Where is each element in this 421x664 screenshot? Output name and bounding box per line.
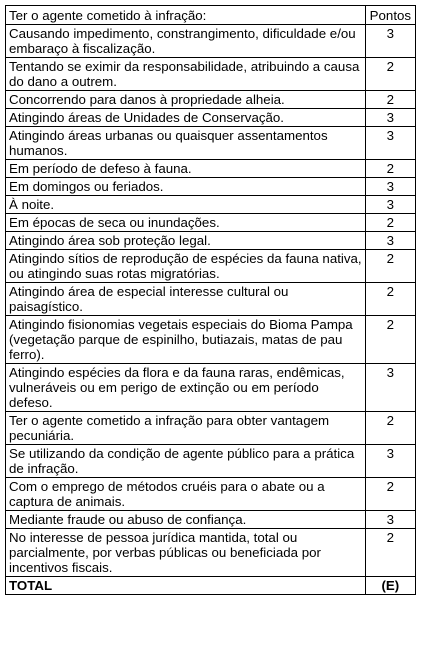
row-criterion: À noite. [6, 196, 366, 214]
row-points: 2 [365, 412, 415, 445]
table-row [6, 412, 416, 445]
row-points: 3 [365, 511, 415, 529]
aggravating-circumstances-table [5, 5, 416, 595]
table-row [6, 160, 416, 178]
row-criterion: Atingindo sítios de reprodução de espécies da fauna nativa, ou atingindo suas rotas migratórias. [6, 250, 366, 283]
table-row [6, 58, 416, 91]
row-criterion: Causando impedimento, constrangimento, dificuldade e/ou embaraço à fiscalização. [6, 25, 366, 58]
row-points: 3 [365, 445, 415, 478]
row-points: 2 [365, 214, 415, 232]
row-criterion: No interesse de pessoa jurídica mantida, total ou parcialmente, por verbas públicas ou beneficiada por incentivos fiscais. [6, 529, 366, 577]
header-criterion: Ter o agente cometido à infração: [6, 6, 366, 25]
row-points: 2 [365, 529, 415, 577]
row-criterion: Atingindo áreas urbanas ou quaisquer assentamentos humanos. [6, 127, 366, 160]
row-criterion: Mediante fraude ou abuso de confiança. [6, 511, 366, 529]
row-points: 3 [365, 178, 415, 196]
row-criterion: Atingindo área sob proteção legal. [6, 232, 366, 250]
table-row [6, 283, 416, 316]
table-row [6, 214, 416, 232]
table-row [6, 109, 416, 127]
table-row [6, 232, 416, 250]
row-points: 2 [365, 283, 415, 316]
row-criterion: Em domingos ou feriados. [6, 178, 366, 196]
row-points: 3 [365, 196, 415, 214]
table-row [6, 178, 416, 196]
table-row [6, 25, 416, 58]
row-points: 3 [365, 232, 415, 250]
header-points: Pontos [365, 6, 415, 25]
row-criterion: Atingindo áreas de Unidades de Conservação. [6, 109, 366, 127]
table-row [6, 127, 416, 160]
table-row [6, 478, 416, 511]
total-row [6, 577, 416, 595]
row-criterion: Ter o agente cometido a infração para obter vantagem pecuniária. [6, 412, 366, 445]
row-points: 2 [365, 91, 415, 109]
row-points: 3 [365, 127, 415, 160]
table-row [6, 511, 416, 529]
row-criterion: Atingindo fisionomias vegetais especiais do Bioma Pampa (vegetação parque de espinilho, butiazais, matas de pau ferro). [6, 316, 366, 364]
row-criterion: Atingindo espécies da flora e da fauna raras, endêmicas, vulneráveis ou em perigo de extinção ou em período defeso. [6, 364, 366, 412]
row-criterion: Tentando se eximir da responsabilidade, atribuindo a causa do dano a outrem. [6, 58, 366, 91]
row-criterion: Em épocas de seca ou inundações. [6, 214, 366, 232]
row-points: 3 [365, 109, 415, 127]
row-criterion: Com o emprego de métodos cruéis para o abate ou a captura de animais. [6, 478, 366, 511]
table-row [6, 91, 416, 109]
table-row [6, 445, 416, 478]
row-points: 2 [365, 478, 415, 511]
row-points: 2 [365, 316, 415, 364]
total-value: (E) [365, 577, 415, 595]
total-label: TOTAL [6, 577, 366, 595]
table-body [6, 6, 416, 595]
row-criterion: Em período de defeso à fauna. [6, 160, 366, 178]
row-points: 2 [365, 160, 415, 178]
table-row [6, 529, 416, 577]
header-row [6, 6, 416, 25]
table-row [6, 316, 416, 364]
row-criterion: Concorrendo para danos à propriedade alheia. [6, 91, 366, 109]
table-row [6, 250, 416, 283]
row-points: 3 [365, 364, 415, 412]
row-points: 2 [365, 58, 415, 91]
row-criterion: Se utilizando da condição de agente público para a prática de infração. [6, 445, 366, 478]
row-points: 2 [365, 250, 415, 283]
row-criterion: Atingindo área de especial interesse cultural ou paisagístico. [6, 283, 366, 316]
table-row [6, 364, 416, 412]
table-row [6, 196, 416, 214]
row-points: 3 [365, 25, 415, 58]
